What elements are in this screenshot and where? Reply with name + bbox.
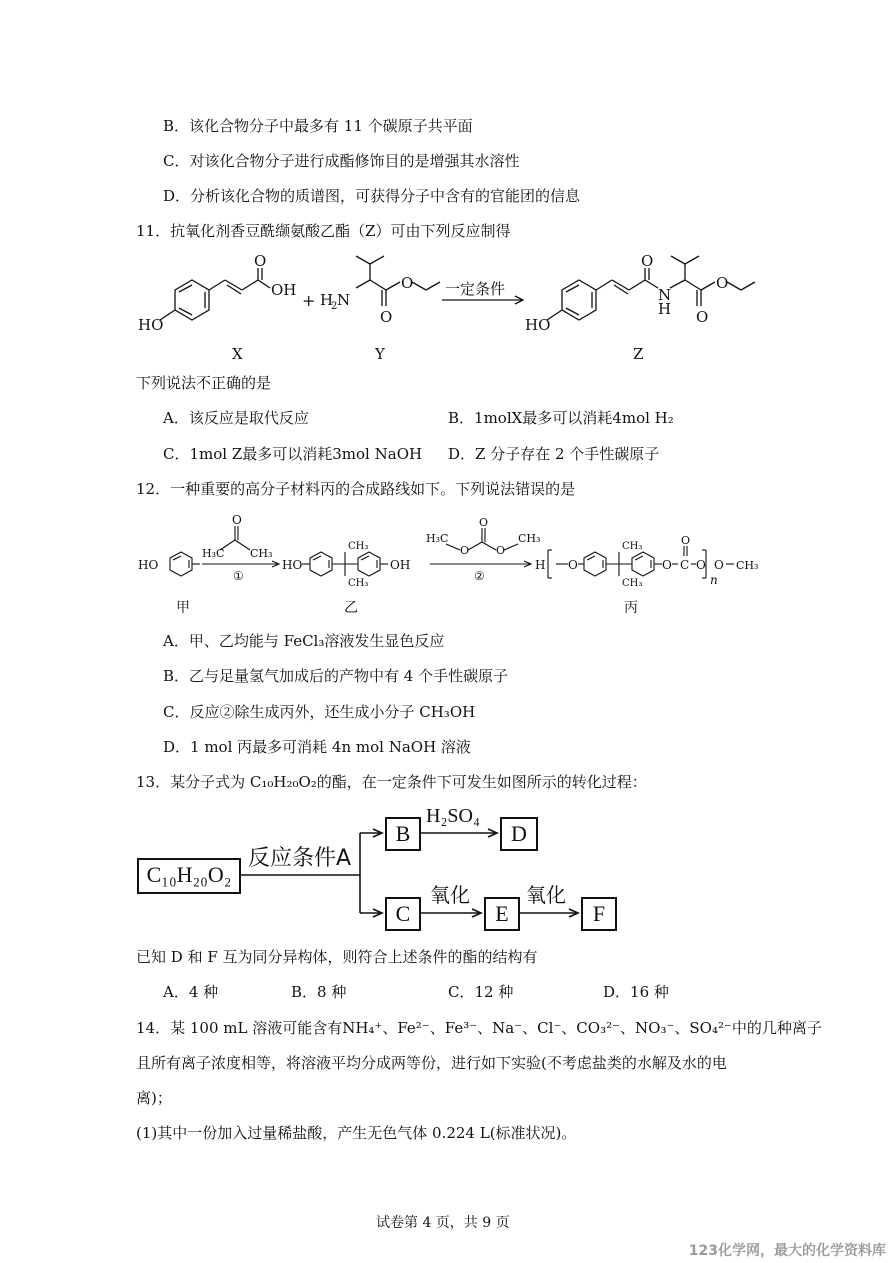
q11-label-x: X (232, 345, 243, 363)
svg-text:+: + (302, 291, 316, 310)
svg-text:OH: OH (271, 281, 297, 299)
svg-text:N: N (658, 286, 672, 304)
q13-option-a: A．4 种 (163, 983, 219, 1001)
q12-option-d: D．1 mol 丙最多可消耗 4n mol NaOH 溶液 (163, 738, 471, 756)
q12-label-jia: 甲 (176, 600, 190, 616)
svg-text:O: O (681, 534, 691, 547)
q10-option-d: D．分析该化合物的质谱图，可获得分子中含有的官能团的信息 (163, 187, 581, 205)
q13-option-d: D．16 种 (603, 983, 669, 1001)
q13-oxidation-1: 氧化 (430, 883, 470, 907)
q11-option-c: C．1mol Z最多可以消耗3mol NaOH (163, 445, 423, 463)
q13-box-d: D (500, 817, 538, 851)
q13-option-b: B．8 种 (291, 983, 347, 1001)
q11-label-z: Z (633, 345, 644, 363)
q13-stem: 13．某分子式为 C₁₀H₂₀O₂的酯，在一定条件下可发生如图所示的转化过程： (136, 773, 647, 791)
q13-box-b: B (385, 817, 421, 851)
q14-line-2: 且所有离子浓度相等，将溶液平均分成两等份，进行如下实验(不考虑盐类的水解及水的电 (136, 1054, 727, 1072)
q12-label-bing: 丙 (624, 600, 638, 616)
svg-text:H: H (658, 300, 672, 318)
svg-text:OH: OH (390, 558, 411, 572)
q14-line-4: (1)其中一份加入过量稀盐酸，产生无色气体 0.224 L(标准状况)。 (136, 1124, 577, 1142)
svg-text:O: O (254, 252, 267, 270)
svg-text:HO: HO (138, 558, 159, 572)
q11-option-b: B．1molX最多可以消耗4mol H₂ (448, 409, 674, 427)
q12-option-c: C．反应②除生成丙外，还生成小分子 CH₃OH (163, 703, 476, 721)
svg-text:CH₃: CH₃ (348, 541, 369, 552)
svg-text:O: O (641, 252, 654, 270)
q13-option-c: C．12 种 (448, 983, 514, 1001)
q14-line-1: 14．某 100 mL 溶液可能含有NH₄⁺、Fe²⁻、Fe³⁻、Na⁻、Cl⁻、CO₃²⁻、NO₃⁻、SO₄²⁻中的几种离子 (136, 1019, 822, 1037)
svg-text:O: O (496, 544, 506, 557)
q11-label-y: Y (375, 345, 385, 363)
q11-option-a: A．该反应是取代反应 (163, 409, 309, 427)
svg-text:O: O (662, 558, 672, 572)
svg-text:2: 2 (331, 301, 338, 312)
q14-line-3: 离)； (136, 1089, 172, 1107)
svg-text:CH₃: CH₃ (622, 578, 643, 589)
q11-option-d: D．Z 分子存在 2 个手性碳原子 (448, 445, 660, 463)
q11-x-ho: HO (138, 316, 164, 334)
svg-text:O: O (714, 558, 724, 572)
q13-known: 已知 D 和 F 互为同分异构体，则符合上述条件的酯的结构有 (136, 948, 538, 966)
q12-option-a: A．甲、乙均能与 FeCl₃溶液发生显色反应 (163, 632, 445, 650)
q12-stem: 12．一种重要的高分子材料丙的合成路线如下。下列说法错误的是 (136, 480, 576, 498)
q11-stem: 11．抗氧化剂香豆酰缬氨酸乙酯（Z）可由下列反应制得 (136, 222, 511, 240)
svg-text:H₃C: H₃C (202, 547, 225, 560)
svg-text:CH₃: CH₃ (736, 559, 759, 572)
q13-box-ester: C₁₀H₂₀O₂ (137, 858, 241, 894)
svg-text:H: H (320, 291, 334, 309)
q10-option-b: B．该化合物分子中最多有 11 个碳原子共平面 (163, 117, 473, 135)
q13-box-e: E (484, 897, 520, 931)
q11-question: 下列说法不正确的是 (136, 374, 272, 392)
q11-condition: 一定条件 (445, 280, 506, 298)
q13-oxidation-2: 氧化 (526, 883, 566, 907)
svg-text:CH₃: CH₃ (348, 578, 369, 589)
q12-option-b: B．乙与足量氢气加成后的产物中有 4 个手性碳原子 (163, 667, 509, 685)
svg-text:H: H (535, 558, 546, 572)
page-footer: 试卷第 4 页，共 9 页 (376, 1215, 510, 1231)
svg-text:O: O (479, 516, 489, 529)
svg-text:O: O (696, 308, 709, 326)
svg-text:n: n (710, 573, 718, 587)
svg-text:O: O (232, 513, 242, 527)
svg-text:CH₃: CH₃ (518, 532, 541, 545)
q13-box-c: C (385, 897, 421, 931)
q12-step-1: ① (233, 569, 244, 583)
q12-label-yi: 乙 (344, 600, 358, 616)
q13-acid-label: H₂SO₄ (426, 805, 480, 827)
svg-text:C: C (680, 558, 690, 572)
svg-text:O: O (401, 274, 414, 292)
q12-step-2: ② (474, 569, 485, 583)
svg-text:HO: HO (282, 558, 303, 572)
svg-text:CH₃: CH₃ (250, 547, 273, 560)
svg-text:O: O (568, 558, 578, 572)
svg-text:H₃C: H₃C (426, 532, 449, 545)
svg-text:O: O (696, 558, 706, 572)
svg-text:O: O (716, 274, 729, 292)
svg-text:CH₃: CH₃ (622, 541, 643, 552)
svg-text:O: O (380, 308, 393, 326)
svg-text:HO: HO (525, 316, 551, 334)
q13-condition-a: 反应条件A (248, 846, 352, 871)
watermark: 123化学网，最大的化学资料库 (688, 1243, 886, 1259)
q13-box-f: F (581, 897, 617, 931)
svg-text:O: O (460, 544, 470, 557)
q10-option-c: C．对该化合物分子进行成酯修饰目的是增强其水溶性 (163, 152, 520, 170)
svg-text:N: N (337, 291, 351, 309)
